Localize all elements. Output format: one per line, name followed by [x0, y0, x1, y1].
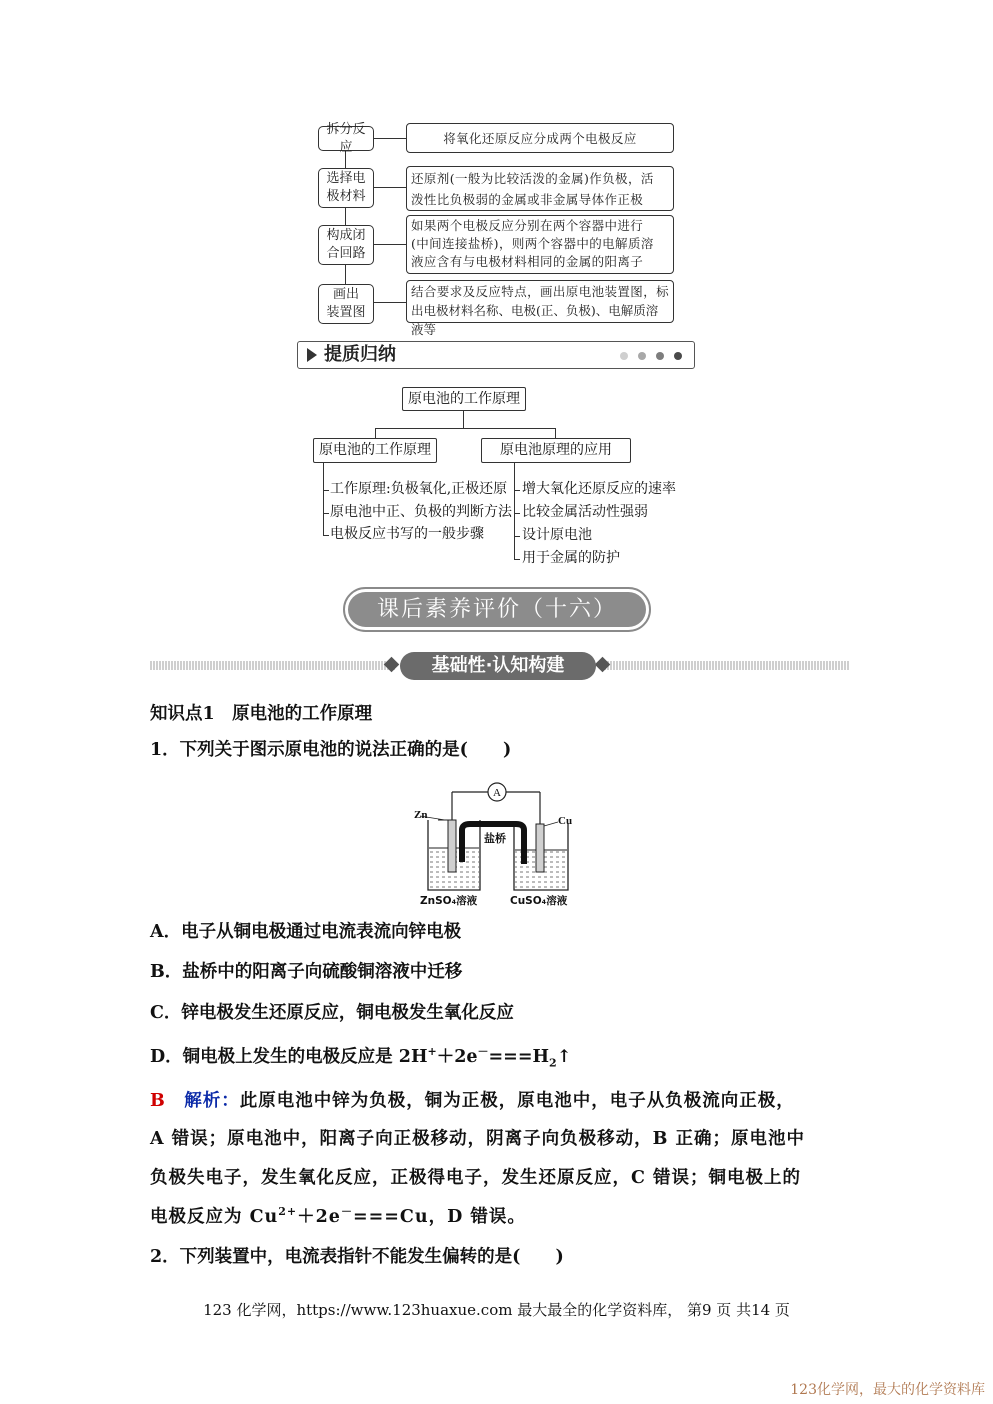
- dot-icon: [638, 352, 646, 360]
- dot-icon: [620, 352, 628, 360]
- tree-line: [323, 513, 329, 514]
- q1-explanation-line: 负极失电子，发生氧化反应，正极得电子，发生还原反应，C 错误；铜电极上的: [150, 1168, 802, 1188]
- q1-option-d: D．铜电极上发生的电极反应是 $2H^++2e^-===H_2↑$: [150, 1045, 572, 1070]
- connector: [374, 244, 406, 245]
- knowledge-point-heading: 知识点1 原电池的工作原理: [150, 704, 373, 724]
- step-desc: 还原剂(一般为比较活泼的金属)作负极，活 泼性比负极弱的金属或非金属导体作正极: [406, 166, 674, 211]
- galvanic-cell-figure: [412, 780, 582, 910]
- tree-line: [514, 536, 520, 537]
- page-footer: 123 化学网，https://www.123huaxue.com 最大最全的化学资料库， 第9 页 共14 页: [203, 1301, 790, 1319]
- tree-line: [555, 428, 556, 438]
- watermark: 123化学网，最大的化学资料库: [790, 1382, 985, 1398]
- tree-right-item: 用于金属的防护: [522, 550, 620, 566]
- tree-line: [463, 411, 464, 428]
- tree-right-item: 比较金属活动性强弱: [522, 504, 648, 520]
- step-draw-diagram: 画出 装置图: [318, 284, 374, 324]
- step-desc: 将氧化还原反应分成两个电极反应: [406, 123, 674, 153]
- dot-icon: [674, 352, 682, 360]
- step-closed-circuit: 构成闭 合回路: [318, 225, 374, 265]
- tree-right-item: 增大氧化还原反应的速率: [522, 481, 676, 497]
- tree-line: [514, 559, 520, 560]
- explanation-label: 解析：: [184, 1091, 240, 1111]
- zn-label: Zn: [414, 809, 428, 821]
- tree-line: [514, 513, 520, 514]
- tree-root: 原电池的工作原理: [402, 387, 526, 411]
- right-solution-label: CuSO₄溶液: [510, 895, 568, 907]
- tree-line: [323, 463, 324, 536]
- tree-left-title: 原电池的工作原理: [313, 438, 437, 463]
- q2-stem: 2．下列装置中，电流表指针不能发生偏转的是( ): [150, 1247, 564, 1267]
- divider-stripe-right: [601, 661, 849, 670]
- tree-line: [323, 490, 329, 491]
- cu-label: Cu: [558, 815, 573, 827]
- q1-explanation-line: B 解析：此原电池中锌为负极，铜为正极，原电池中，电子从负极流向正极，: [150, 1091, 795, 1111]
- tree-right-title: 原电池原理的应用: [481, 438, 631, 463]
- q1-option-a: A．电子从铜电极通过电流表流向锌电极: [150, 922, 462, 942]
- tree-line: [514, 463, 515, 560]
- dot-icon: [656, 352, 664, 360]
- step-desc: 结合要求及反应特点，画出原电池装置图，标 出电极材料名称、电极(正、负极)、电解质溶液等: [406, 280, 674, 323]
- ammeter-label: A: [493, 787, 501, 799]
- tree-line: [514, 490, 520, 491]
- tree-line: [375, 428, 556, 429]
- connector: [374, 302, 406, 303]
- summary-title: 提质归纳: [324, 344, 396, 365]
- step-choose-electrode: 选择电 极材料: [318, 168, 374, 208]
- tree-left-item: 电极反应书写的一般步骤: [330, 526, 484, 542]
- zn-electrode: [448, 820, 456, 872]
- answer-letter: B: [150, 1091, 166, 1111]
- cu-electrode: [536, 824, 544, 872]
- q1-explanation-line: A 错误；原电池中，阳离子向正极移动，阴离子向负极移动，B 正确；原电池中: [150, 1129, 806, 1149]
- section-title: 课后素养评价（十六）: [348, 592, 646, 627]
- tree-left-item: 原电池中正、负极的判断方法: [330, 504, 512, 520]
- summary-header: [297, 341, 695, 369]
- section-title-banner: [343, 587, 651, 632]
- step-desc: 如果两个电极反应分别在两个容器中进行 (中间连接盐桥)，则两个容器中的电解质溶 液应含有与电极材料相同的金属的阳离子: [406, 215, 674, 274]
- play-triangle-icon: [307, 348, 317, 362]
- tree-line: [375, 428, 376, 438]
- connector: [374, 187, 406, 188]
- tree-line: [323, 535, 329, 536]
- q1-explanation-line: 电极反应为 $Cu^{2+}+2e^-===Cu$，D 错误。: [150, 1205, 526, 1227]
- section-subtitle: 基础性·认知构建: [400, 652, 596, 680]
- divider-stripe-left: [150, 661, 395, 670]
- tree-right-item: 设计原电池: [522, 527, 592, 543]
- q1-stem: 1．下列关于图示原电池的说法正确的是( ): [150, 740, 512, 760]
- connector: [374, 138, 406, 139]
- step-split-reaction: 拆分反应: [318, 126, 374, 151]
- left-solution-label: ZnSO₄溶液: [420, 895, 478, 907]
- salt-bridge-label: 盐桥: [484, 832, 506, 845]
- tree-left-item: 工作原理:负极氧化,正极还原: [330, 481, 508, 497]
- q1-option-c: C．锌电极发生还原反应，铜电极发生氧化反应: [150, 1003, 514, 1023]
- q1-option-b: B．盐桥中的阳离子向硫酸铜溶液中迁移: [150, 962, 463, 982]
